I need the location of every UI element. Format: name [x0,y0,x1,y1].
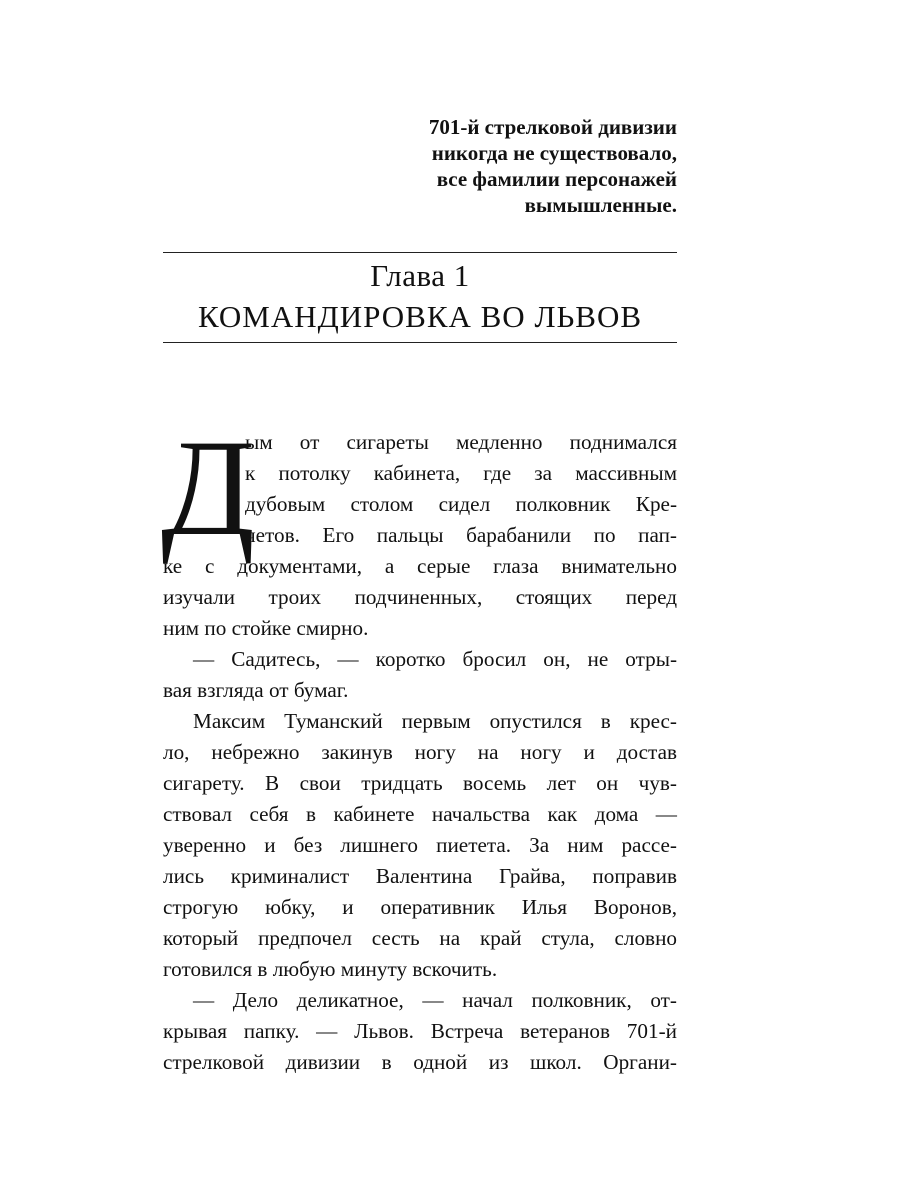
text-line: изучали троих подчиненных, стоящих перед [163,585,677,609]
chapter-top-rule [163,252,677,253]
text-line: сигарету. В свои тридцать восемь лет он чув- [163,771,677,795]
chapter-number: Глава 1 [370,258,470,293]
text-line: четов. Его пальцы барабанили по пап- [245,523,677,547]
book-page [163,0,677,1200]
text-line: ке с документами, а серые глаза внимательно [163,554,677,578]
chapter-bottom-rule [163,342,677,343]
chapter-title: КОМАНДИРОВКА ВО ЛЬВОВ [197,299,643,334]
text-line: ствовал себя в кабинете начальства как дома — [163,802,677,826]
epigraph-line: никогда не существовало, [431,141,677,165]
text-line: ним по стойке смирно. [163,616,369,640]
text-line: ым от сигареты медленно поднимался [245,430,677,454]
epigraph-line: 701-й стрелковой дивизии [428,115,677,139]
text-line: ло, небрежно закинув ногу на ногу и достав [163,740,677,764]
drop-cap: Д [161,411,256,564]
text-line: — Садитесь, — коротко бросил он, не отры- [193,647,677,671]
text-line: к потолку кабинета, где за массивным [245,461,677,485]
epigraph [163,114,677,218]
text-line: крывая папку. — Львов. Встреча ветеранов 701-й [163,1019,677,1043]
text-line: уверенно и без лишнего пиетета. За ним рассе- [163,833,677,857]
text-line: стрелковой дивизии в одной из школ. Органи- [163,1050,677,1074]
text-line: дубовым столом сидел полковник Кре- [245,492,677,516]
epigraph-line: вымышленные. [524,193,677,217]
chapter-body [161,411,677,1078]
epigraph-line: все фамилии персонажей [436,167,677,191]
text-line: — Дело деликатное, — начал полковник, от- [193,988,677,1012]
text-line: который предпочел сесть на край стула, словно [163,926,677,950]
text-line: строгую юбку, и оперативник Илья Воронов, [163,895,677,919]
text-line: Максим Туманский первым опустился в крес- [193,709,677,733]
text-line: готовился в любую минуту вскочить. [163,957,498,981]
text-line: лись криминалист Валентина Грайва, поправив [163,864,677,888]
text-line: вая взгляда от бумаг. [163,678,349,702]
